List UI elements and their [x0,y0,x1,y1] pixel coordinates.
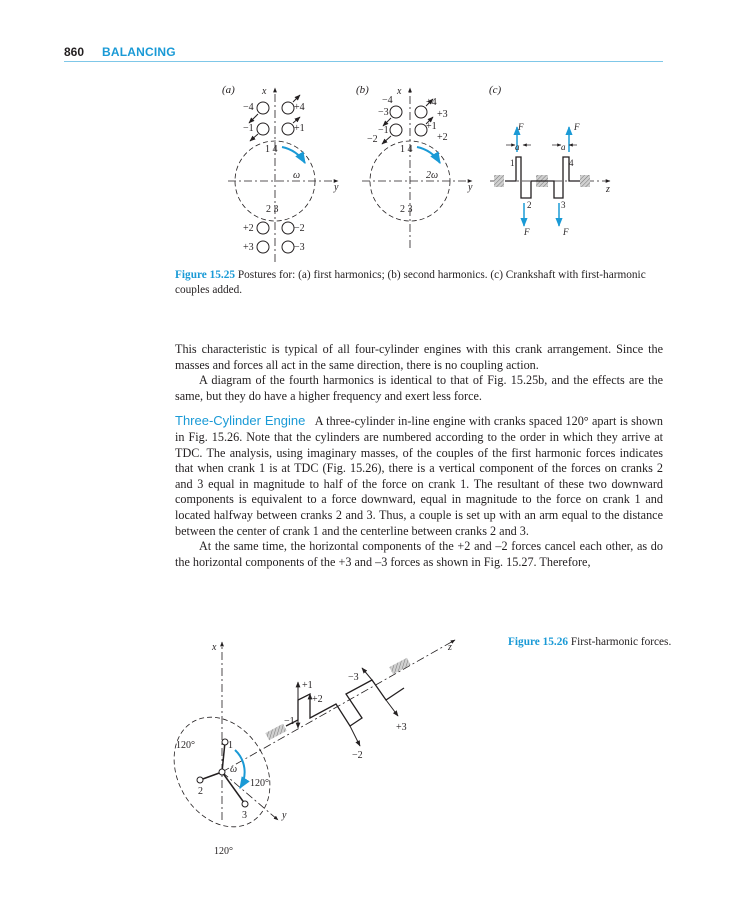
label-b-r-4: +2 [437,132,448,143]
figure-15-25 [0,0,737,270]
figure-15-25-caption [175,268,663,298]
panel-c-axis-z: z [606,184,610,195]
fig26-angle-3: 120° [214,846,233,857]
fig26-axis-z: z [448,642,452,653]
chapter-title: BALANCING [102,45,176,59]
fig26-omega: ω [230,764,238,775]
fig26-force-2: +2 [312,694,323,705]
fig26-crank-2: 2 [198,786,203,797]
label-b-r-2: +3 [437,109,448,120]
fig26-force-1: +1 [302,680,313,691]
label-a-tr-2: +1 [294,123,305,134]
figure-15-26-caption [508,635,678,650]
force-c-2: F [574,122,580,132]
fig26-axis-x: x [212,642,217,653]
caption-label-15-25: Figure 15.25 [175,269,236,281]
section-heading: Three-Cylinder Engine [175,413,306,429]
panel-c-label: (c) [489,84,502,96]
paragraph-3-text: A three-cylinder in-line engine with cranks spaced 120° apart is shown in Fig. 15.26. Note that the cylinders are numbered according to the order in which they arrive at TDC. The analysis, using imaginary masses, of the couples of the first harmonic forces indicates that when crank 1 is at TDC (Fig. 15.26), there is a vertical component of the forces on cranks 2 and 3 equal in magnitude to half of the force on crank 1. The resultant of these two downward components is equivalent to a force downward, equal in magnitude to the force on crank 1 and located halfway between cranks 2 and 3. Thus, a couple is set up with an arm equal to the distance between the center of crank 1 and the centerline between cranks 2 and 3. [175,414,663,538]
paragraph-2: A diagram of the fourth harmonics is identical to that of Fig. 15.25b, and the effects are the same, but they do have a higher frequency and exert less force. [175,373,663,403]
label-a-bl-1: +2 [243,223,254,234]
label-b-extra: −4 [382,95,393,106]
caption-label-15-26: Figure 15.26 [508,636,569,648]
caption-text-15-26: First-harmonic forces. [570,636,672,648]
crank-b-top: 1 4 [400,144,413,155]
label-b-l-1: −3 [378,107,389,118]
crank-a-bottom: 2 3 [266,204,279,215]
label-b-r-3: +1 [426,121,437,132]
omega-a: ω [293,170,301,181]
omega-b: 2ω [426,170,439,181]
crank-a-top: 1 4 [265,144,278,155]
crank-b-bottom: 2 3 [400,204,413,215]
label-a-br-2: −3 [294,242,305,253]
fig26-axis-y: y [282,810,287,821]
arm-c-1: a [515,142,520,152]
fig26-force-5: +3 [396,722,407,733]
fig26-force-6: −2 [352,750,363,761]
panel-b-axis-y: y [468,182,473,193]
label-a-tr-1: +4 [294,102,305,113]
label-a-tl-2: −1 [243,123,254,134]
force-c-1: F [518,122,524,132]
body-text [175,342,663,570]
label-b-l-3: −2 [367,134,378,145]
fig26-crank-3: 3 [242,810,247,821]
panel-a-label: (a) [222,84,235,96]
label-a-br-1: −2 [294,223,305,234]
crank-c-1: 1 [510,158,515,168]
crank-c-4: 4 [569,158,574,168]
arm-c-2: a [561,142,566,152]
caption-text-15-25: Postures for: (a) first harmonics; (b) second harmonics. (c) Crankshaft with first-harmonic couples added. [175,269,646,296]
panel-b [356,84,473,248]
fig26-angle-1: 120° [176,740,195,751]
paragraph-4: At the same time, the horizontal components of the +2 and –2 forces cancel each other, as do the horizontal components of the +3 and –3 forces as shown in Fig. 15.27. Therefore, [175,539,663,569]
panel-b-axis-x: x [397,86,402,97]
page-number: 860 [64,45,85,59]
crank-c-3: 3 [561,200,566,210]
label-b-r-1: +4 [426,97,437,108]
force-c-3: F [524,227,530,237]
panel-a-axis-y: y [334,182,339,193]
force-c-4: F [563,227,569,237]
fig26-force-4: −3 [348,672,359,683]
panel-c [489,84,610,237]
label-b-l-2: −1 [378,125,389,136]
fig26-crank-1: 1 [228,740,233,751]
crank-c-2: 2 [527,200,532,210]
panel-a-axis-x: x [262,86,267,97]
panel-b-label: (b) [356,84,369,96]
label-a-bl-2: +3 [243,242,254,253]
fig26-force-3: −1 [284,716,295,727]
label-a-tl-1: −4 [243,102,254,113]
panel-a [222,84,339,262]
paragraph-3 [175,413,663,539]
figure-15-26 [0,620,500,900]
fig26-angle-2: 120° [250,778,269,789]
paragraph-1: This characteristic is typical of all four-cylinder engines with this crank arrangement. Since the masses and forces all act in the same direction, there is no coupling action. [175,342,663,372]
